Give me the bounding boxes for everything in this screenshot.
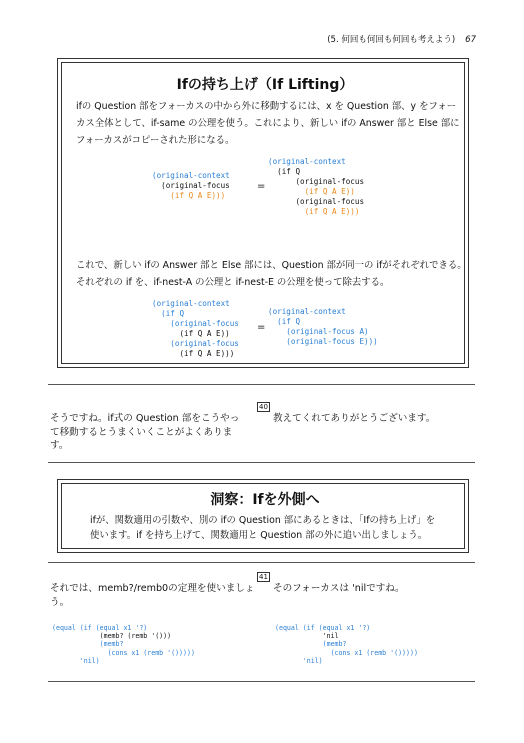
dialog41-right — [273, 582, 478, 596]
insight-title: 洞察：Ifを外側へ — [210, 492, 320, 508]
code-line: (original-context — [152, 299, 230, 308]
code-line: (original-focus — [161, 181, 230, 190]
para1-line: カス全体として、if-same の公理を使う。これにより、新しい ifの Answer 部と Else 部に — [76, 118, 460, 129]
code-line: (if Q — [277, 317, 301, 326]
code-line: (memb? — [99, 640, 124, 649]
insight-line: 使います。if を持ち上げて、関数適用と Question 部の外に追い出しましょう。 — [90, 529, 428, 541]
code41-right — [275, 624, 418, 665]
equals-sign: = — [257, 181, 266, 192]
dialog40-left — [50, 412, 255, 453]
code-line: 'nil) — [79, 656, 100, 665]
dialog-line: そのフォーカスは 'nilですね。 — [273, 583, 405, 594]
dialog-line: て移動するとうまくいくことがよくありま — [50, 426, 233, 438]
dialog-number: 41 — [259, 573, 268, 581]
code-line: (memb? — [322, 640, 347, 649]
code2-right — [268, 307, 378, 347]
dialog-line: う。 — [50, 596, 70, 608]
code-line: (if Q — [161, 309, 185, 318]
section-title: (5. 何回も何回も何回も考えよう) — [327, 35, 456, 45]
code-line: (cons x1 (remb '())))) — [330, 648, 418, 657]
code-line: (equal (if (equal x1 '?) — [52, 624, 148, 632]
code-line: (original-focus — [170, 339, 239, 348]
dialog41-left — [50, 582, 255, 609]
code-line: (if Q A E))) — [304, 207, 360, 216]
code-line: (if Q A E))) — [170, 191, 226, 200]
para1-line: ifの Question 部をフォーカスの中から外に移動するには、x を Question 部、y をフォー — [76, 101, 457, 112]
code1-right — [268, 157, 364, 217]
code-line: (original-focus — [295, 177, 365, 186]
code-line: (original-focus E))) — [286, 337, 378, 346]
code-line: (original-context — [268, 307, 346, 316]
dialog40-right — [273, 412, 478, 426]
code-line: 'nil — [322, 632, 339, 641]
insight-line: ifが、関数適用の引数や、別の ifの Question 部にあるときは、「Ifの持ち上げ」を — [90, 515, 436, 526]
running-header — [327, 33, 476, 45]
page-number: 67 — [465, 35, 476, 45]
divider — [48, 462, 475, 463]
para1-line: フォーカスがコピーされた形になる。 — [76, 135, 235, 146]
if-lifting-para1 — [76, 98, 466, 149]
code-line: (original-context — [268, 157, 346, 166]
code-line: (original-focus — [295, 197, 365, 206]
divider — [48, 384, 475, 385]
dialog-line: 教えてくれてありがとうございます。 — [273, 413, 436, 424]
code-line: (if Q A E)) — [179, 329, 230, 338]
insight-text — [90, 514, 460, 543]
dialog-line: それでは、memb?/remb0の定理を使いましょ — [50, 583, 255, 594]
code-line: (equal (if (equal x1 '?) — [275, 624, 371, 632]
code41-left — [52, 624, 195, 665]
dialog-number: 40 — [259, 403, 268, 411]
code1-left — [152, 171, 230, 201]
if-lifting-title: Ifの持ち上げ（If Lifting） — [176, 77, 354, 93]
divider — [48, 681, 475, 682]
divider — [48, 562, 475, 563]
code2-left — [152, 299, 239, 359]
code-line: (if Q — [277, 167, 301, 176]
para2-line: これで、新しい ifの Answer 部と Else 部には、Question 部が同一の ifがそれぞれできる。 — [76, 260, 467, 271]
code-line: (if Q A E))) — [179, 349, 235, 358]
dialog-line: そうですね。if式の Question 部をこうやっ — [50, 413, 240, 424]
code-line: (original-context — [152, 171, 230, 180]
code-line: (if Q A E)) — [304, 187, 355, 196]
code-line: (cons x1 (remb '())))) — [107, 648, 195, 657]
if-lifting-para2 — [76, 257, 471, 291]
code-line: 'nil) — [302, 656, 323, 665]
dialog-line: す。 — [50, 440, 69, 451]
para2-line: それぞれの if を、if-nest-A の公理と if-nest-E の公理を使って除去する。 — [76, 277, 390, 288]
code-line: (memb? (remb '())) — [99, 632, 172, 641]
code-line: (original-focus A) — [286, 327, 369, 336]
equals-sign-2: = — [257, 322, 266, 333]
code-line: (original-focus — [170, 319, 239, 328]
